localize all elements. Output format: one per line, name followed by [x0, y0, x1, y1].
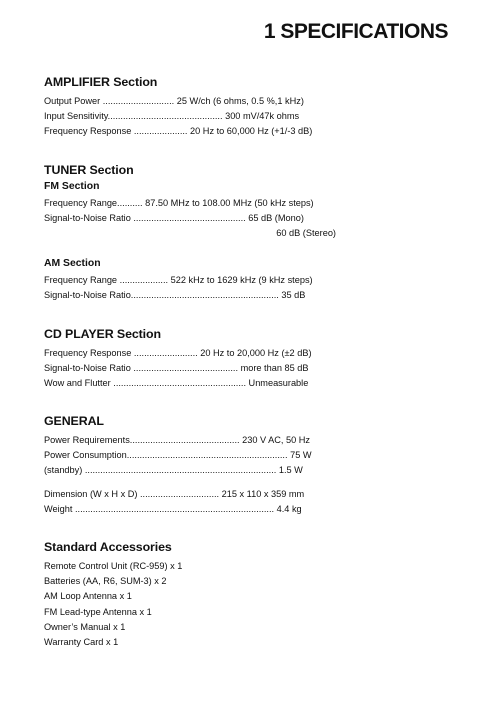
spec-line: Weight .............................................................................. 4.4 kg	[44, 503, 302, 514]
accessories-heading: Standard Accessories	[44, 540, 172, 554]
general-heading: GENERAL	[44, 414, 104, 429]
general-section	[44, 413, 336, 517]
accessories-section	[44, 539, 336, 650]
spec-line: Frequency Response ......................... 20 Hz to 20,000 Hz (±2 dB)	[44, 347, 312, 358]
spec-line: 60 dB (Stereo)	[276, 227, 336, 238]
am-subheading: AM Section	[44, 258, 101, 270]
accessory-item: Warranty Card x 1	[44, 636, 119, 647]
spec-line: Power Requirements........................................... 230 V AC, 50 Hz	[44, 435, 311, 446]
tuner-heading: TUNER Section	[44, 162, 134, 177]
spec-line: Dimension (W x H x D) ............................... 215 x 110 x 359 mm	[44, 488, 305, 499]
amplifier-heading: AMPLIFIER Section	[44, 75, 158, 89]
spec-line: Power Consumption............................................................... 75 W	[44, 450, 312, 461]
specifications-content	[44, 74, 336, 650]
accessory-item: FM Lead-type Antenna x 1	[44, 606, 152, 617]
spec-line: Frequency Range.......... 87.50 MHz to 108.00 MHz (50 kHz steps)	[44, 197, 314, 208]
cd-player-heading: CD PLAYER Section	[44, 326, 161, 341]
accessory-item: Remote Control Unit (RC-959) x 1	[44, 561, 183, 571]
spec-line: Signal-to-Noise Ratio ............................................ 65 dB (Mono)	[44, 212, 304, 223]
accessory-item: AM Loop Antenna x 1	[44, 591, 132, 602]
spec-line: Signal-to-Noise Ratio.......................................................... 35 dB	[44, 290, 306, 301]
spec-line: Frequency Range ................... 522 kHz to 1629 kHz (9 kHz steps)	[44, 275, 313, 286]
cd-player-section	[44, 326, 336, 392]
spec-line: (standby) ........................................................................... 1.5 W	[44, 465, 303, 476]
spec-line: Output Power ............................ 25 W/ch (6 ohms, 0.5 %,1 kHz)	[44, 96, 304, 106]
spec-line: Input Sensitivity............................................. 300 mV/47k ohms	[44, 111, 300, 122]
accessory-item: Owner’s Manual x 1	[44, 621, 126, 632]
fm-subheading: FM Section	[44, 180, 100, 192]
spec-line: Signal-to-Noise Ratio ......................................... more than 85 dB	[44, 362, 309, 373]
spec-line: Wow and Flutter .................................................... Unmeasurable	[44, 377, 309, 388]
tuner-section	[44, 162, 336, 304]
amplifier-section	[44, 74, 336, 140]
spec-line: Frequency Response ..................... 20 Hz to 60,000 Hz (+1/-3 dB)	[44, 126, 313, 137]
page-title: 1 SPECIFICATIONS	[263, 20, 448, 43]
accessory-item: Batteries (AA, R6, SUM-3) x 2	[44, 576, 167, 587]
